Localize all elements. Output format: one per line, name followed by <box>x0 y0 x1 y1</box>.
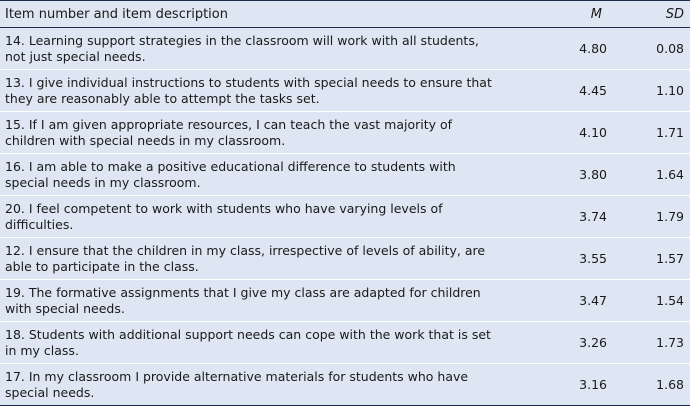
mean-value-cell: 3.26 <box>579 334 607 350</box>
header-standard-deviation: SD <box>665 6 684 22</box>
sd-value-cell: 1.10 <box>656 82 684 98</box>
sd-value-cell: 1.73 <box>656 334 684 350</box>
item-description-line-1: 13. I give individual instructions to students with special needs to ensure that <box>5 74 492 90</box>
table-row <box>0 364 690 406</box>
item-description-line-2: in my class. <box>5 342 79 358</box>
item-description-cell <box>0 364 540 406</box>
item-description-line-1: 12. I ensure that the children in my class, irrespective of levels of ability, are <box>5 242 486 258</box>
mean-value-cell: 3.80 <box>579 166 607 182</box>
item-description-cell <box>0 70 540 112</box>
item-description-line-2: they are reasonably able to attempt the tasks set. <box>5 90 320 106</box>
item-description-line-1: 17. In my classroom I provide alternative materials for students who have <box>5 368 469 384</box>
item-description-line-1: 18. Students with additional support needs can cope with the work that is set <box>5 326 491 342</box>
item-description-cell <box>0 238 540 280</box>
table-row <box>0 154 690 196</box>
mean-value-cell: 4.45 <box>579 82 607 98</box>
item-description-line-2: children with special needs in my classroom. <box>5 132 286 148</box>
item-description-cell <box>0 154 540 196</box>
item-description-line-2: with special needs. <box>5 300 125 316</box>
table-header <box>0 1 690 28</box>
sd-value-cell: 1.71 <box>656 124 684 140</box>
item-description-line-1: 14. Learning support strategies in the classroom will work with all students, <box>5 32 479 48</box>
table-row <box>0 112 690 154</box>
item-description-cell <box>0 112 540 154</box>
table-row <box>0 70 690 112</box>
item-description-line-1: 19. The formative assignments that I give my class are adapted for children <box>5 284 481 300</box>
item-description-line-1: 15. If I am given appropriate resources, I can teach the vast majority of <box>5 116 453 132</box>
item-description-line-2: special needs. <box>5 384 95 400</box>
header-item-description: Item number and item description <box>5 6 228 22</box>
item-description-cell <box>0 28 540 70</box>
header-mean: M <box>590 6 602 22</box>
sd-value-cell: 1.54 <box>656 292 684 308</box>
sd-value-cell: 1.68 <box>656 376 684 392</box>
item-description-line-2: able to participate in the class. <box>5 258 199 274</box>
sd-value-cell: 1.64 <box>656 166 684 182</box>
item-description-cell <box>0 196 540 238</box>
mean-value-cell: 4.10 <box>579 124 607 140</box>
table-row <box>0 280 690 322</box>
table-row <box>0 196 690 238</box>
table-body <box>0 28 690 406</box>
item-description-cell <box>0 280 540 322</box>
mean-value-cell: 3.47 <box>579 292 607 308</box>
item-description-cell <box>0 322 540 364</box>
header-row <box>0 1 690 28</box>
item-description-line-2: not just special needs. <box>5 48 146 64</box>
item-description-line-2: difficulties. <box>5 216 74 232</box>
mean-value-cell: 4.80 <box>579 40 607 56</box>
sd-value-cell: 1.79 <box>656 208 684 224</box>
table-row <box>0 322 690 364</box>
item-description-line-2: special needs in my classroom. <box>5 174 201 190</box>
table-row <box>0 28 690 70</box>
item-description-line-1: 16. I am able to make a positive educational difference to students with <box>5 158 456 174</box>
sd-value-cell: 0.08 <box>656 40 684 56</box>
table-row <box>0 238 690 280</box>
mean-value-cell: 3.74 <box>579 208 607 224</box>
item-description-line-1: 20. I feel competent to work with students who have varying levels of <box>5 200 443 216</box>
mean-value-cell: 3.55 <box>579 250 607 266</box>
sd-value-cell: 1.57 <box>656 250 684 266</box>
mean-value-cell: 3.16 <box>579 376 607 392</box>
